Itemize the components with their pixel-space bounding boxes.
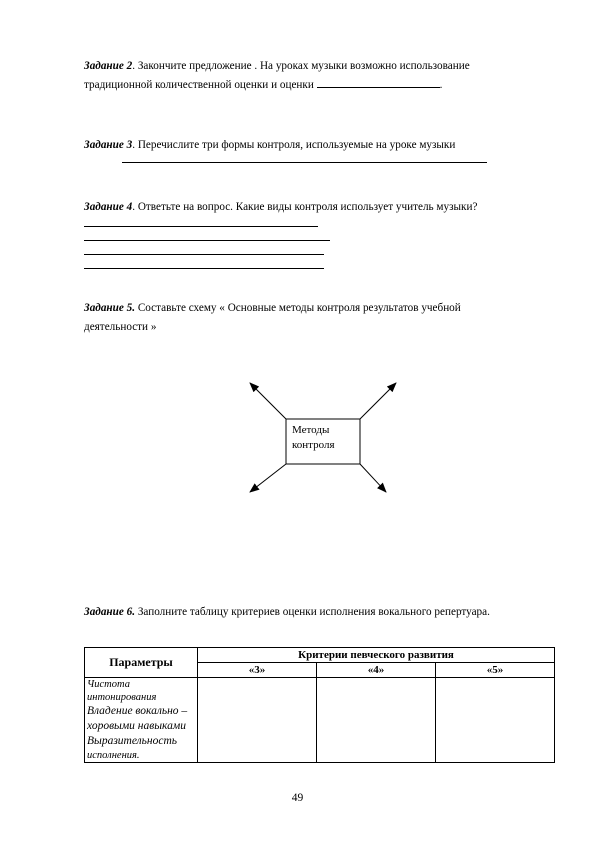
task5-label: Задание 5. [84,302,136,314]
task2-text-end: . [439,79,443,91]
task5-text-2: деятельности » [84,321,157,333]
criteria-header: Критерии певческого развития [198,648,555,663]
task4-text: . Ответьте на вопрос. Какие виды контроля использует учитель музыки? [132,201,478,213]
grade-3-cell[interactable] [198,678,317,763]
param-line: Чистота [87,679,130,690]
param-line: Владение вокально – [87,705,188,717]
arrow-bottom-left [250,464,286,492]
task5-text-1: Составьте схему « Основные методы контроля результатов учебной [135,302,461,314]
task3-label: Задание 3 [84,139,133,151]
grade-4-cell[interactable] [317,678,436,763]
task6-line [84,603,490,622]
params-header: Параметры [85,648,198,678]
page-number: 49 [291,792,304,804]
grade-4-header: «4» [317,663,436,678]
task6-text: Заполните таблицу критериев оценки исполнения вокального репертуара. [135,606,490,618]
task3-text: . Перечислите три формы контроля, используемые на уроке музыки [132,139,456,151]
param-line: интонирования [87,692,157,703]
params-cell [85,678,198,763]
task6-label: Задание 6. [84,606,136,618]
criteria-table [84,647,555,763]
param-line: Выразительность [87,735,178,747]
task2-label: Задание 2 [84,60,133,72]
arrow-bottom-right [360,464,386,492]
task2-text-2: традиционной количественной оценки и оценки [84,79,317,91]
task2-text-1: . Закончите предложение . На уроках музыки возможно использование [132,60,470,72]
grade-3-header: «3» [198,663,317,678]
task4-label: Задание 4 [84,201,133,213]
arrow-top-left [250,383,286,419]
methods-box-line2: контроля [292,439,335,451]
arrow-top-right [360,383,396,419]
grade-5-cell[interactable] [436,678,555,763]
param-line: исполнения. [87,750,140,761]
param-line: хоровыми навыками [87,720,186,732]
grade-5-header: «5» [436,663,555,678]
methods-box-line1: Методы [292,424,330,436]
